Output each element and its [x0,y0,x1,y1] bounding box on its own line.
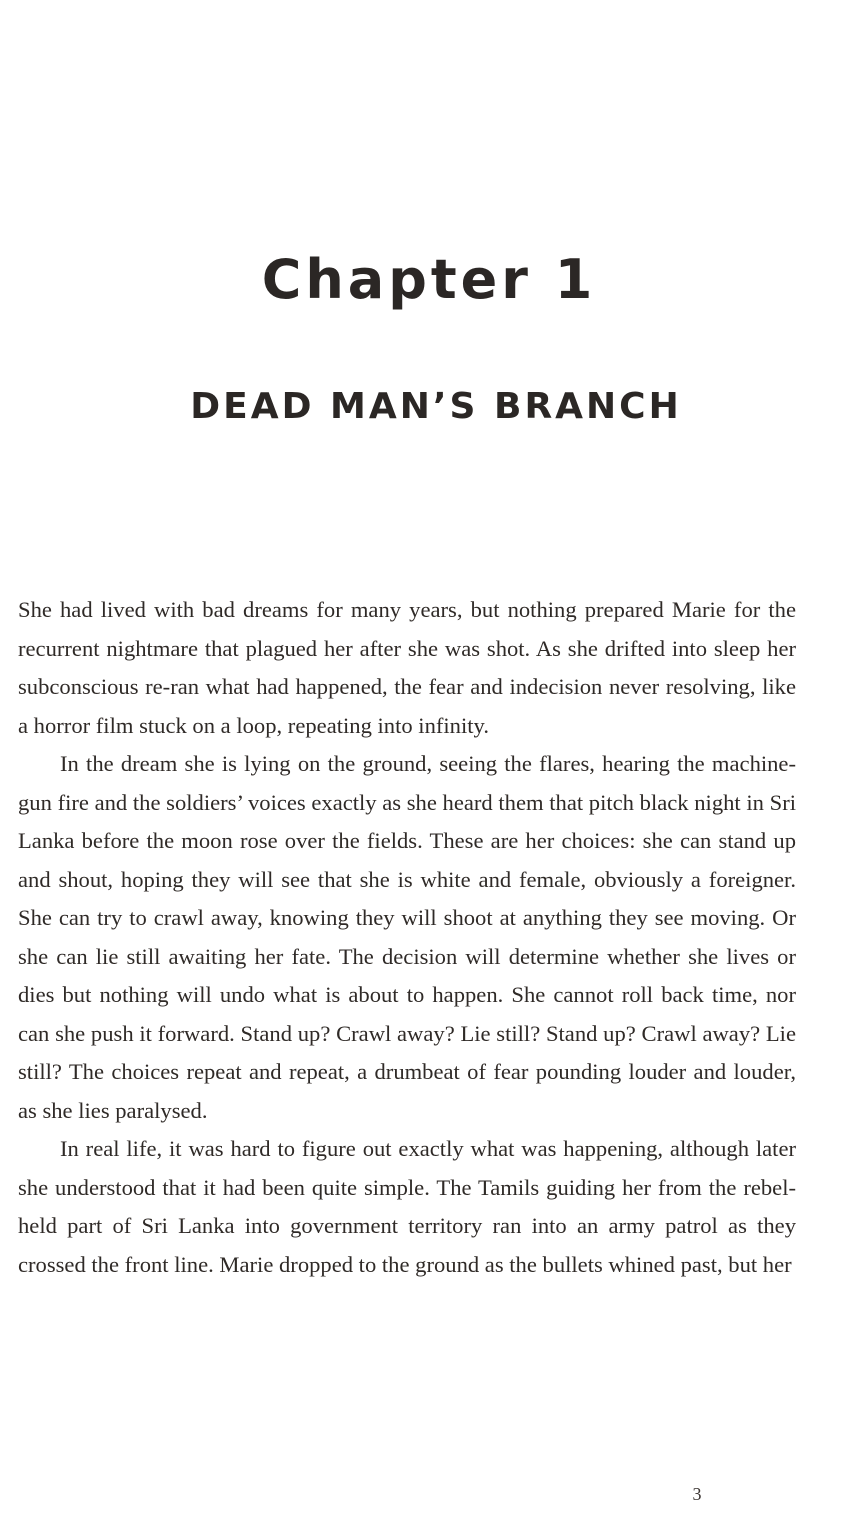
body-text [18,591,796,1284]
chapter-heading: Chapter 1 [261,248,597,311]
paragraph: She had lived with bad dreams for many years, but nothing prepared Marie for the recurrent nightmare that plagued her after she was shot. As she drifted into sleep her subconscious re-ran what had happened, the fear and indecision never resolving, like a horror film stuck on a loop, repeating into infinity. [18,597,796,738]
paragraph: In real life, it was hard to figure out exactly what was happening, although later she understood that it had been quite simple. The Tamils guiding her from the rebel-held part of Sri Lanka into government territory ran into an army patrol as they crossed the front line. Marie dropped to the ground as the bullets whined past, but her [18,1136,796,1277]
chapter-title: DEAD MAN’S BRANCH [190,386,682,427]
paragraph: In the dream she is lying on the ground, seeing the flares, hearing the machine-gun fire and the soldiers’ voices exactly as she heard them that pitch black night in Sri Lanka before the moon rose over the fields. These are her choices: she can stand up and shout, hoping they will see that she is white and female, obviously a foreigner. She can try to crawl away, knowing they will shoot at anything they see moving. Or she can lie still awaiting her fate. The decision will determine whether she lives or dies but nothing will undo what is about to happen. She cannot roll back time, nor can she push it forward. Stand up? Crawl away? Lie still? Stand up? Crawl away? Lie still? The choices repeat and repeat, a drumbeat of fear pounding louder and louder, as she lies paralysed. [18,751,796,1123]
page-number: 3 [692,1484,702,1504]
page-number-container [0,1484,858,1505]
